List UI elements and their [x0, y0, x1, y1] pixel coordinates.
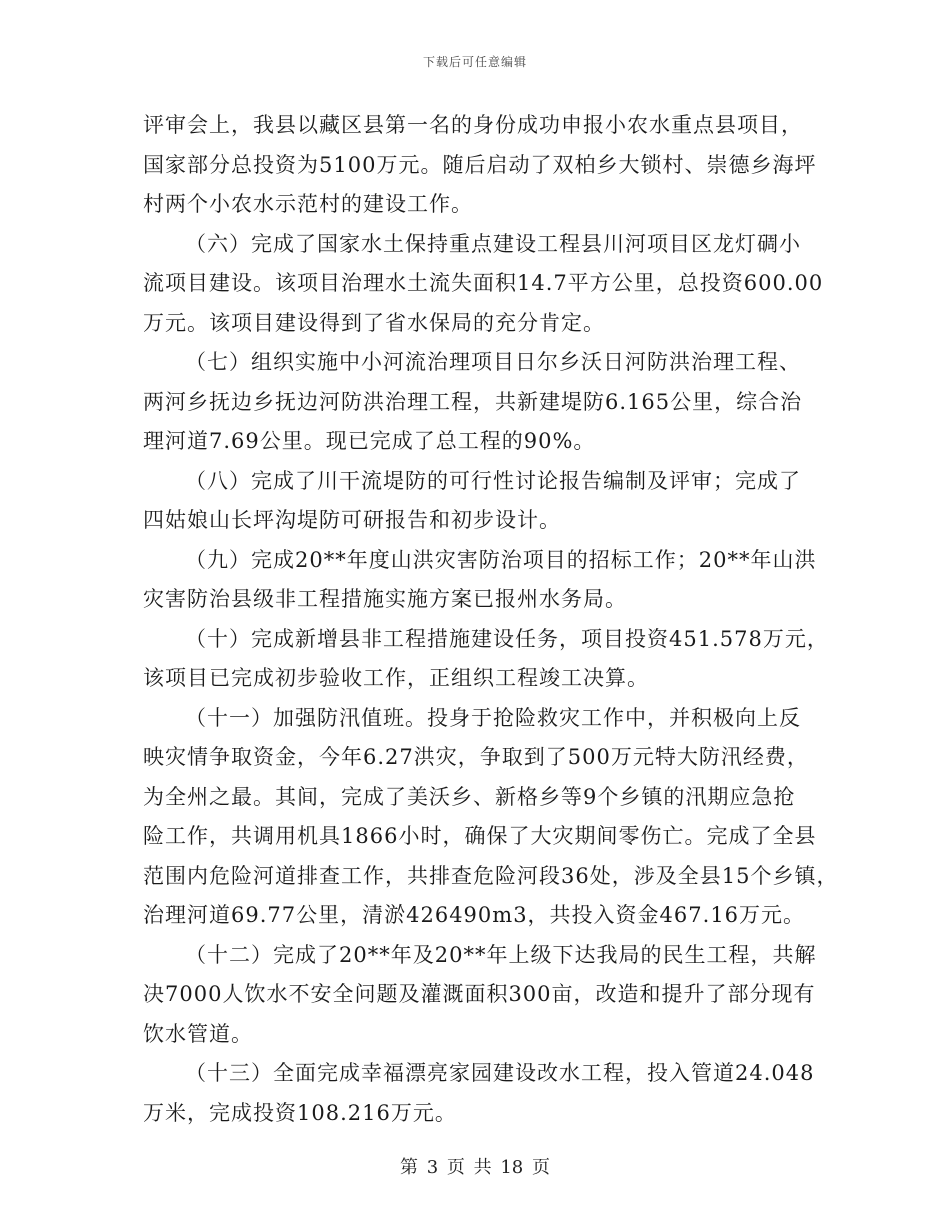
page-number: 第 3 页 共 18 页: [400, 1157, 550, 1178]
paragraph-start-11: （十一）加强防汛值班。投身于抢险救灾工作中，并积极向上反: [185, 705, 801, 730]
paragraph-start-13: （十三）全面完成幸福漂亮家园建设改水工程，投入管道24.048: [185, 1061, 815, 1085]
text-line: 国家部分总投资为5100万元。随后启动了双柏乡大锁村、崇德乡海坪: [143, 152, 817, 177]
text-line: 万米，完成投资108.216万元。: [143, 1100, 457, 1125]
text-line: 灾害防治县级非工程措施实施方案已报州水务局。: [143, 587, 627, 611]
text-line: 评审会上，我县以藏区县第一名的身份成功申报小农水重点县项目，: [143, 113, 803, 137]
paragraph-start-8: （八）完成了川干流堤防的可行性讨论报告编制及评审；完成了: [185, 468, 801, 493]
page-header: 下载后可任意编辑: [422, 55, 527, 69]
paragraph-start-9: （九）完成20**年度山洪灾害防治项目的招标工作；20**年山洪: [185, 547, 817, 572]
text-line: 治理河道69.77公里，清淤426490m3，共投入资金467.16万元。: [143, 903, 806, 927]
paragraph-start-10: （十）完成新增县非工程措施建设任务，项目投资451.578万元，: [185, 626, 829, 651]
text-line: 范围内危险河道排查工作，共排查危险河段36处，涉及全县15个乡镇，: [143, 863, 839, 888]
text-line: 饮水管道。: [143, 1021, 253, 1046]
text-line: 决7000人饮水不安全问题及灌溉面积300亩，改造和提升了部分现有: [143, 982, 816, 1006]
text-line: 为全州之最。其间，完成了美沃乡、新格乡等9个乡镇的汛期应急抢: [143, 784, 796, 809]
document-body: [143, 106, 843, 1133]
text-line: 险工作，共调用机具1866小时，确保了大灾期间零伤亡。完成了全县: [143, 824, 817, 848]
text-line: 万元。该项目建设得到了省水保局的充分肯定。: [143, 310, 605, 335]
text-line: 理河道7.69公里。现已完成了总工程的90%。: [143, 429, 596, 453]
paragraph-start-12: （十二）完成了20**年及20**年上级下达我局的民生工程，共解: [185, 942, 817, 967]
text-line: 映灾情争取资金，今年6.27洪灾，争取到了500万元特大防汛经费，: [143, 745, 809, 769]
text-line: 村两个小农水示范村的建设工作。: [143, 192, 473, 216]
text-line: 流项目建设。该项目治理水土流失面积14.7平方公里，总投资600.00: [143, 271, 824, 295]
text-line: 两河乡抚边乡抚边河防洪治理工程，共新建堤防6.165公里，综合治: [143, 389, 803, 414]
paragraph-start-7: （七）组织实施中小河流治理项目日尔乡沃日河防洪治理工程、: [185, 350, 801, 374]
paragraph-start-6: （六）完成了国家水土保持重点建设工程县川河项目区龙灯碉小: [185, 231, 801, 256]
text-line: 四姑娘山长坪沟堤防可研报告和初步设计。: [143, 508, 561, 532]
text-line: 该项目已完成初步验收工作，正组织工程竣工决算。: [143, 666, 649, 690]
